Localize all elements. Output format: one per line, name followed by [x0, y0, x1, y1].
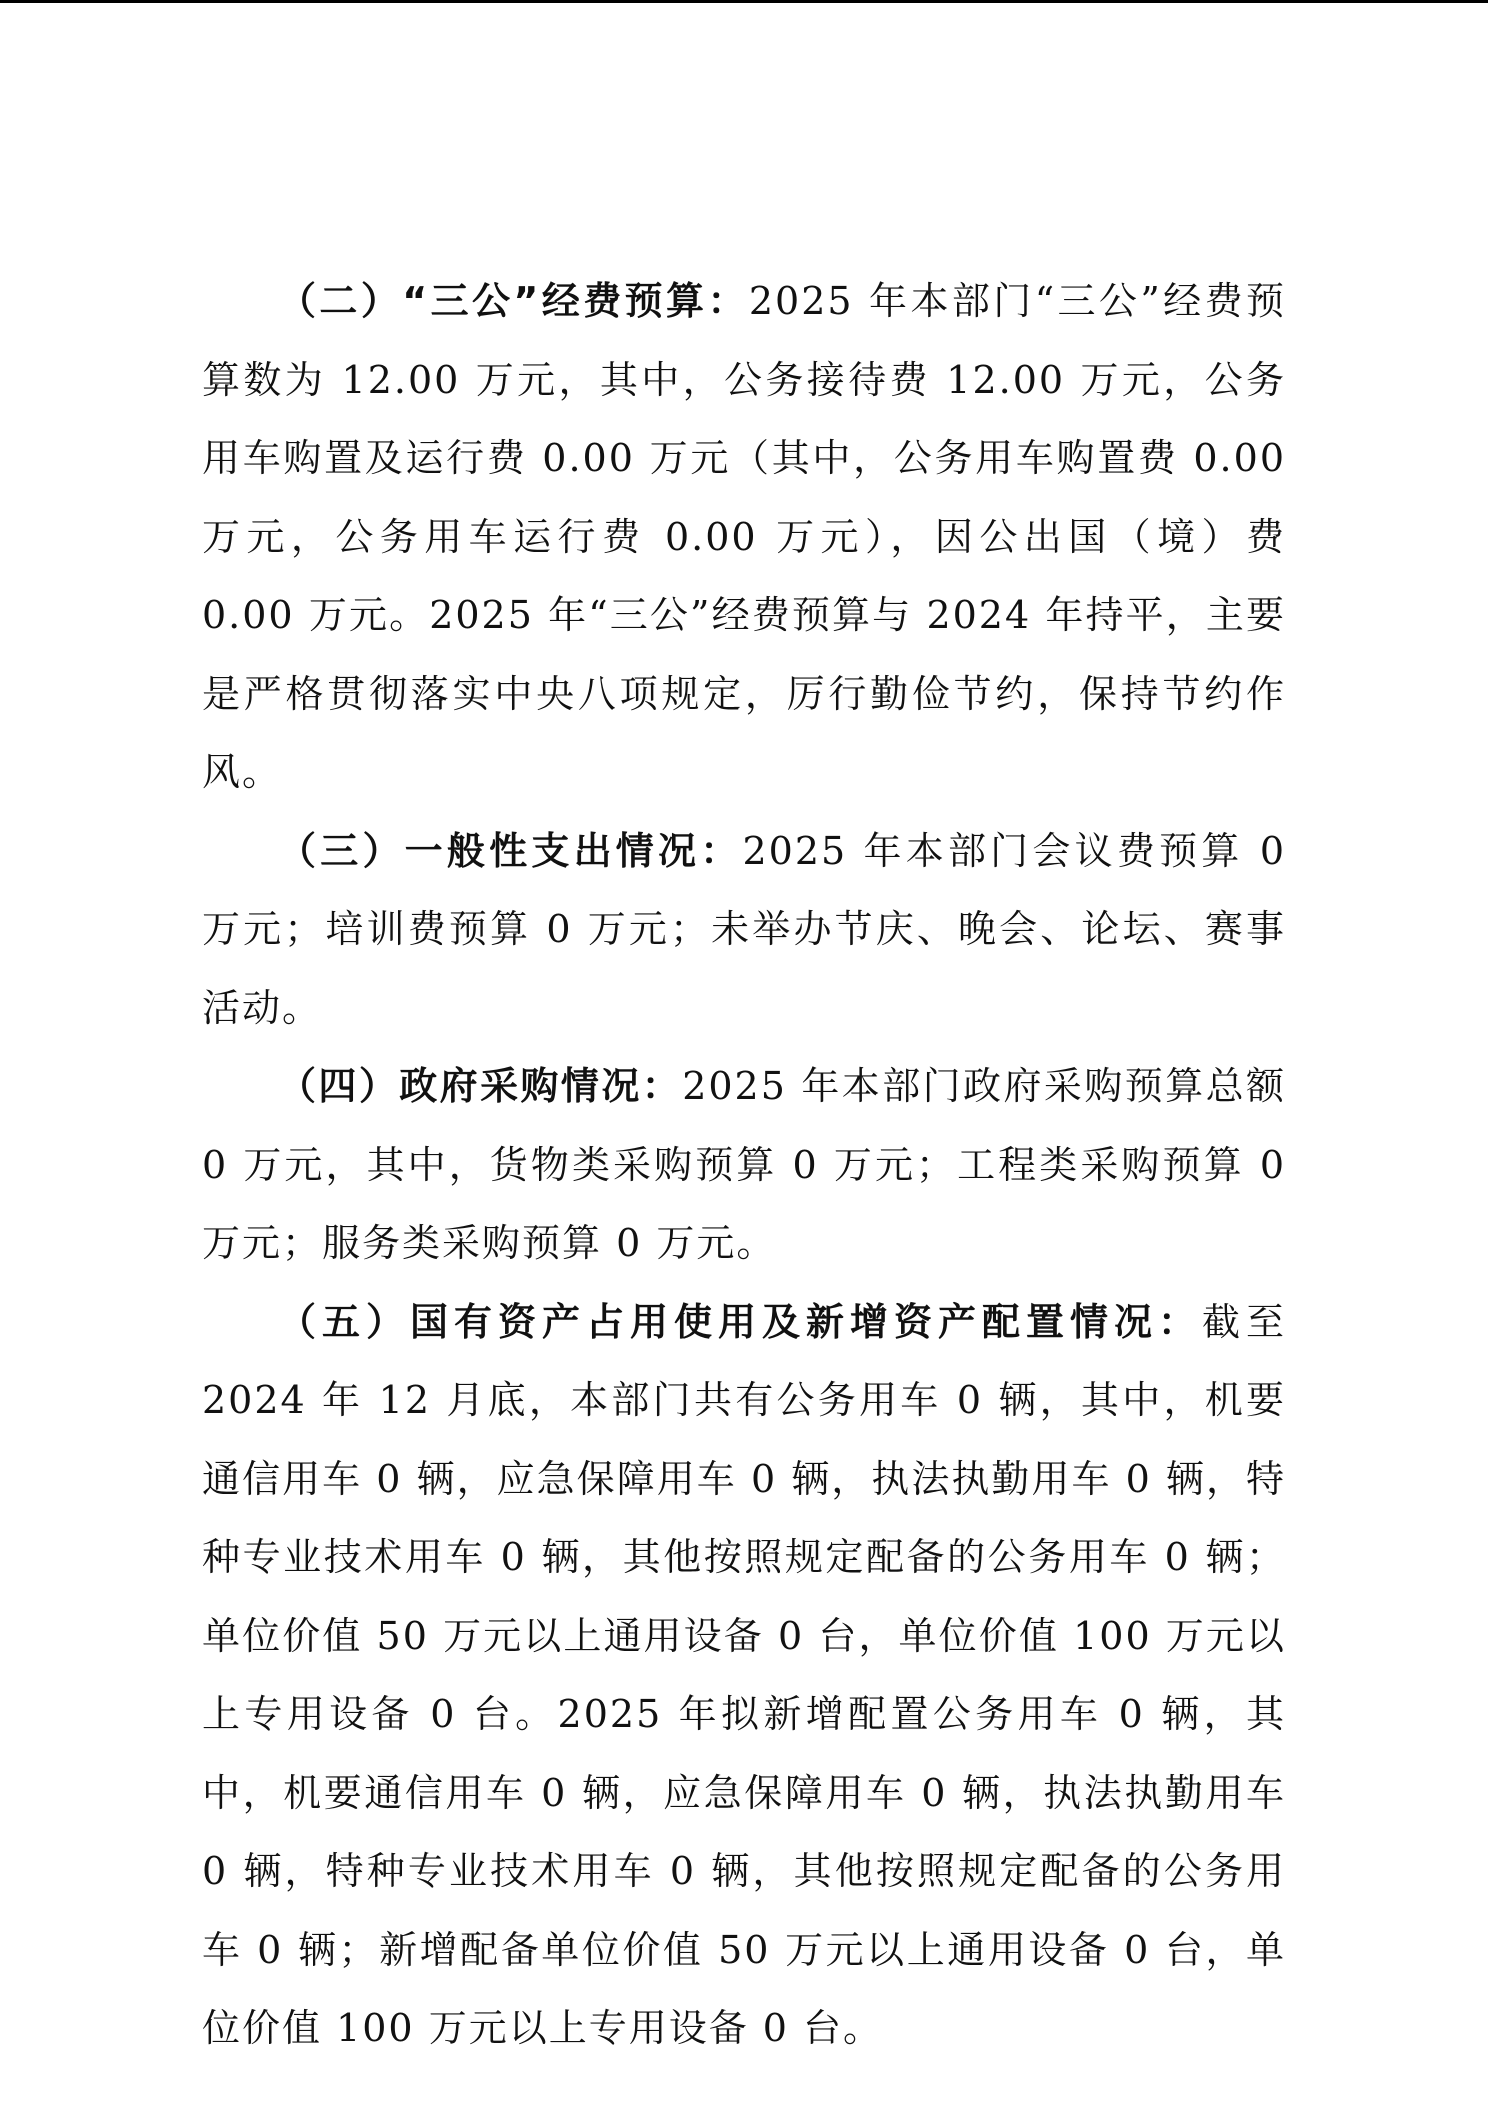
section-text: 2025 年本部门政府采购预算总额 0 万元，其中，货物类采购预算 0 万元；工程类采购预算 0 万元；服务类采购预算 0 万元。	[202, 1064, 1286, 1265]
section-heading: （五）国有资产占用使用及新增资产配置情况：	[278, 1299, 1202, 1344]
section-text: 截至 2024 年 12 月底，本部门共有公务用车 0 辆，其中，机要通信用车 0 辆，应急保障用车 0 辆，执法执勤用车 0 辆，特种专业技术用车 0 辆，其他按照规定配备的公务用车 0 辆；单位价值 50 万元以上通用设备 0 台，单位价值 100 万元以上专用设备 0 台。2025 年拟新增配置公务用车 0 辆，其中，机要通信用车 0 辆，应急保障用车 0 辆，执法执勤用车 0 辆，特种专业技术用车 0 辆，其他按照规定配备的公务用车 0 辆；新增配备单位价值 50 万元以上通用设备 0 台，单位价值 100 万元以上专用设备 0 台。	[202, 1299, 1286, 2050]
page-top-border	[0, 0, 1488, 3]
section-text: 2025 年本部门会议费预算 0 万元；培训费预算 0 万元；未举办节庆、晚会、论坛、赛事活动。	[202, 828, 1286, 1030]
section-heading: （二）“三公”经费预算：	[278, 279, 749, 323]
section-heading: （三）一般性支出情况：	[278, 828, 743, 873]
section-three-public-funds	[202, 262, 1286, 812]
document-body	[202, 262, 1286, 2068]
section-heading: （四）政府采购情况：	[278, 1064, 683, 1108]
section-government-procurement	[202, 1047, 1286, 1283]
section-general-expenditure	[202, 812, 1286, 1048]
section-text: 2025 年本部门“三公”经费预算数为 12.00 万元，其中，公务接待费 12.00 万元，公务用车购置及运行费 0.00 万元（其中，公务用车购置费 0.00 万元，公务用车运行费 0.00 万元），因公出国（境）费 0.00 万元。2025 年“三公”经费预算与 2024 年持平，主要是严格贯彻落实中央八项规定，厉行勤俭节约，保持节约作风。	[202, 279, 1286, 794]
section-state-assets	[202, 1283, 1286, 2068]
